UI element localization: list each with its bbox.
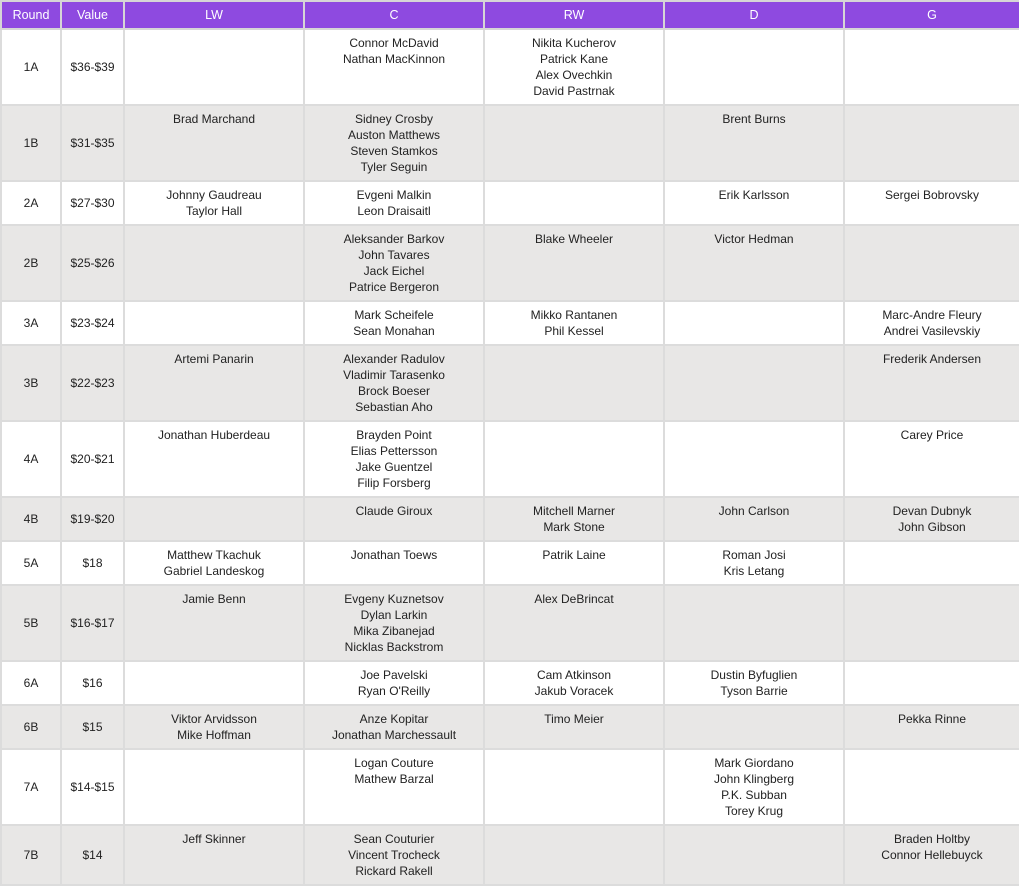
rw-cell <box>484 541 664 585</box>
player-name: Gabriel Landeskog <box>163 564 265 578</box>
d-cell <box>664 105 844 181</box>
player-name: Claude Giroux <box>355 504 433 518</box>
player-name: Mika Zibanejad <box>353 624 435 638</box>
player-name: John Tavares <box>358 248 430 262</box>
rw-cell <box>484 497 664 541</box>
player-name: Sean Couturier <box>353 832 435 846</box>
header-rw: RW <box>484 1 664 29</box>
player-name: Vincent Trocheck <box>348 848 440 862</box>
value-cell: $15 <box>61 705 124 749</box>
round-cell: 4B <box>1 497 61 541</box>
player-name: Patrick Kane <box>539 52 609 66</box>
player-name: Kris Letang <box>723 564 785 578</box>
player-name: Jonathan Huberdeau <box>157 428 271 442</box>
c-cell <box>304 541 484 585</box>
player-name: Tyson Barrie <box>720 684 788 698</box>
d-cell <box>664 497 844 541</box>
g-cell <box>844 749 1019 825</box>
value-cell: $31-$35 <box>61 105 124 181</box>
player-name: Erik Karlsson <box>718 188 790 202</box>
table-row <box>1 301 1019 345</box>
player-name: Elias Pettersson <box>350 444 438 458</box>
player-name: Tyler Seguin <box>360 160 428 174</box>
header-c: C <box>304 1 484 29</box>
table-row <box>1 497 1019 541</box>
round-cell: 2A <box>1 181 61 225</box>
c-cell <box>304 301 484 345</box>
player-name: Brent Burns <box>722 112 786 126</box>
rw-cell <box>484 421 664 497</box>
lw-cell <box>124 749 304 825</box>
rw-cell <box>484 181 664 225</box>
player-name: Braden Holtby <box>893 832 971 846</box>
d-cell <box>664 705 844 749</box>
player-name: Jack Eichel <box>363 264 425 278</box>
d-cell <box>664 541 844 585</box>
value-cell: $16 <box>61 661 124 705</box>
lw-cell <box>124 661 304 705</box>
value-cell: $14-$15 <box>61 749 124 825</box>
table-row <box>1 661 1019 705</box>
lw-cell <box>124 345 304 421</box>
table-row <box>1 105 1019 181</box>
c-cell <box>304 181 484 225</box>
table-row <box>1 705 1019 749</box>
player-name: Victor Hedman <box>714 232 794 246</box>
player-name: Mark Scheifele <box>354 308 434 322</box>
player-name: Jakub Voracek <box>534 684 614 698</box>
player-name: Jamie Benn <box>182 592 246 606</box>
player-name: David Pastrnak <box>533 84 615 98</box>
value-cell: $22-$23 <box>61 345 124 421</box>
player-name: Sergei Bobrovsky <box>884 188 980 202</box>
value-cell: $27-$30 <box>61 181 124 225</box>
player-name: Artemi Panarin <box>174 352 254 366</box>
player-name: Mitchell Marner <box>532 504 616 518</box>
g-cell <box>844 105 1019 181</box>
player-name: Sean Monahan <box>353 324 435 338</box>
player-name: Filip Forsberg <box>357 476 431 490</box>
player-name: Jeff Skinner <box>182 832 246 846</box>
player-name: Leon Draisaitl <box>357 204 431 218</box>
rw-cell <box>484 705 664 749</box>
player-name: Mike Hoffman <box>177 728 251 742</box>
player-name: Taylor Hall <box>185 204 242 218</box>
player-name: Nikita Kucherov <box>531 36 617 50</box>
player-name: Connor Hellebuyck <box>881 848 983 862</box>
player-name: John Gibson <box>898 520 966 534</box>
round-cell: 6B <box>1 705 61 749</box>
player-name: Roman Josi <box>722 548 786 562</box>
header-lw: LW <box>124 1 304 29</box>
c-cell <box>304 225 484 301</box>
rw-cell <box>484 825 664 885</box>
header-value: Value <box>61 1 124 29</box>
player-name: Alex Ovechkin <box>535 68 613 82</box>
g-cell <box>844 541 1019 585</box>
g-cell <box>844 421 1019 497</box>
g-cell <box>844 345 1019 421</box>
round-cell: 3A <box>1 301 61 345</box>
player-name: Pekka Rinne <box>897 712 967 726</box>
round-cell: 7B <box>1 825 61 885</box>
c-cell <box>304 825 484 885</box>
table-row <box>1 345 1019 421</box>
player-name: Jake Guentzel <box>355 460 433 474</box>
c-cell <box>304 585 484 661</box>
player-name: Blake Wheeler <box>534 232 614 246</box>
player-name: Anze Kopitar <box>359 712 429 726</box>
d-cell <box>664 225 844 301</box>
player-name: John Klingberg <box>713 772 795 786</box>
player-name: Rickard Rakell <box>355 864 433 878</box>
player-name: Mark Stone <box>543 520 605 534</box>
player-name: P.K. Subban <box>721 788 787 802</box>
c-cell <box>304 497 484 541</box>
round-cell: 3B <box>1 345 61 421</box>
value-cell: $36-$39 <box>61 29 124 105</box>
c-cell <box>304 29 484 105</box>
d-cell <box>664 825 844 885</box>
header-round: Round <box>1 1 61 29</box>
c-cell <box>304 661 484 705</box>
player-name: Viktor Arvidsson <box>171 712 257 726</box>
g-cell <box>844 225 1019 301</box>
round-cell: 1B <box>1 105 61 181</box>
lw-cell <box>124 181 304 225</box>
player-name: Sebastian Aho <box>355 400 433 414</box>
round-cell: 5A <box>1 541 61 585</box>
player-name: Frederik Andersen <box>882 352 982 366</box>
rw-cell <box>484 29 664 105</box>
round-cell: 2B <box>1 225 61 301</box>
d-cell <box>664 345 844 421</box>
round-cell: 6A <box>1 661 61 705</box>
player-name: Steven Stamkos <box>350 144 438 158</box>
header-g: G <box>844 1 1019 29</box>
player-name: Marc-Andre Fleury <box>882 308 982 322</box>
player-name: Devan Dubnyk <box>892 504 972 518</box>
table-row <box>1 225 1019 301</box>
g-cell <box>844 661 1019 705</box>
player-name: Jonathan Marchessault <box>331 728 457 742</box>
c-cell <box>304 421 484 497</box>
d-cell <box>664 29 844 105</box>
rw-cell <box>484 661 664 705</box>
player-name: Joe Pavelski <box>360 668 428 682</box>
player-name: Carey Price <box>900 428 964 442</box>
lw-cell <box>124 105 304 181</box>
lw-cell <box>124 585 304 661</box>
player-name: Alex DeBrincat <box>534 592 614 606</box>
value-cell: $16-$17 <box>61 585 124 661</box>
table-row <box>1 749 1019 825</box>
table-row <box>1 585 1019 661</box>
rw-cell <box>484 301 664 345</box>
player-name: Evgeni Malkin <box>356 188 432 202</box>
value-cell: $20-$21 <box>61 421 124 497</box>
d-cell <box>664 585 844 661</box>
player-name: John Carlson <box>718 504 790 518</box>
g-cell <box>844 497 1019 541</box>
d-cell <box>664 421 844 497</box>
round-cell: 5B <box>1 585 61 661</box>
round-cell: 1A <box>1 29 61 105</box>
value-cell: $19-$20 <box>61 497 124 541</box>
value-cell: $25-$26 <box>61 225 124 301</box>
rw-cell <box>484 749 664 825</box>
player-name: Brad Marchand <box>172 112 256 126</box>
player-name: Andrei Vasilevskiy <box>883 324 981 338</box>
player-name: Matthew Tkachuk <box>167 548 261 562</box>
g-cell <box>844 705 1019 749</box>
player-name: Connor McDavid <box>349 36 439 50</box>
player-name: Aleksander Barkov <box>343 232 445 246</box>
table-row <box>1 181 1019 225</box>
g-cell <box>844 181 1019 225</box>
player-name: Logan Couture <box>354 756 434 770</box>
player-name: Dylan Larkin <box>360 608 428 622</box>
player-name: Sidney Crosby <box>354 112 434 126</box>
lw-cell <box>124 29 304 105</box>
g-cell <box>844 301 1019 345</box>
player-name: Nathan MacKinnon <box>342 52 446 66</box>
value-cell: $23-$24 <box>61 301 124 345</box>
player-name: Alexander Radulov <box>343 352 445 366</box>
round-cell: 4A <box>1 421 61 497</box>
table-body <box>1 29 1019 885</box>
d-cell <box>664 661 844 705</box>
player-name: Dustin Byfuglien <box>710 668 798 682</box>
lw-cell <box>124 421 304 497</box>
lw-cell <box>124 541 304 585</box>
g-cell <box>844 585 1019 661</box>
header-row <box>1 1 1019 29</box>
value-cell: $14 <box>61 825 124 885</box>
player-name: Mathew Barzal <box>354 772 434 786</box>
c-cell <box>304 705 484 749</box>
lw-cell <box>124 497 304 541</box>
d-cell <box>664 749 844 825</box>
player-name: Auston Matthews <box>347 128 441 142</box>
d-cell <box>664 181 844 225</box>
lw-cell <box>124 705 304 749</box>
player-name: Patrice Bergeron <box>348 280 440 294</box>
rw-cell <box>484 345 664 421</box>
rw-cell <box>484 105 664 181</box>
player-name: Evgeny Kuznetsov <box>344 592 444 606</box>
table-row <box>1 29 1019 105</box>
value-cell: $18 <box>61 541 124 585</box>
header-d: D <box>664 1 844 29</box>
lw-cell <box>124 825 304 885</box>
lw-cell <box>124 301 304 345</box>
player-name: Ryan O'Reilly <box>357 684 431 698</box>
table-row <box>1 541 1019 585</box>
g-cell <box>844 29 1019 105</box>
player-name: Brayden Point <box>356 428 432 442</box>
table-row <box>1 825 1019 885</box>
lw-cell <box>124 225 304 301</box>
player-name: Jonathan Toews <box>350 548 438 562</box>
c-cell <box>304 345 484 421</box>
player-name: Torey Krug <box>724 804 784 818</box>
player-name: Brock Boeser <box>357 384 431 398</box>
player-name: Nicklas Backstrom <box>344 640 444 654</box>
player-name: Phil Kessel <box>544 324 604 338</box>
player-name: Vladimir Tarasenko <box>343 368 445 382</box>
player-name: Mark Giordano <box>714 756 794 770</box>
player-name: Patrik Laine <box>542 548 606 562</box>
player-name: Timo Meier <box>544 712 604 726</box>
g-cell <box>844 825 1019 885</box>
round-cell: 7A <box>1 749 61 825</box>
table-row <box>1 421 1019 497</box>
rw-cell <box>484 585 664 661</box>
player-name: Mikko Rantanen <box>530 308 618 322</box>
d-cell <box>664 301 844 345</box>
player-name: Johnny Gaudreau <box>166 188 262 202</box>
c-cell <box>304 105 484 181</box>
rw-cell <box>484 225 664 301</box>
c-cell <box>304 749 484 825</box>
player-name: Cam Atkinson <box>536 668 612 682</box>
